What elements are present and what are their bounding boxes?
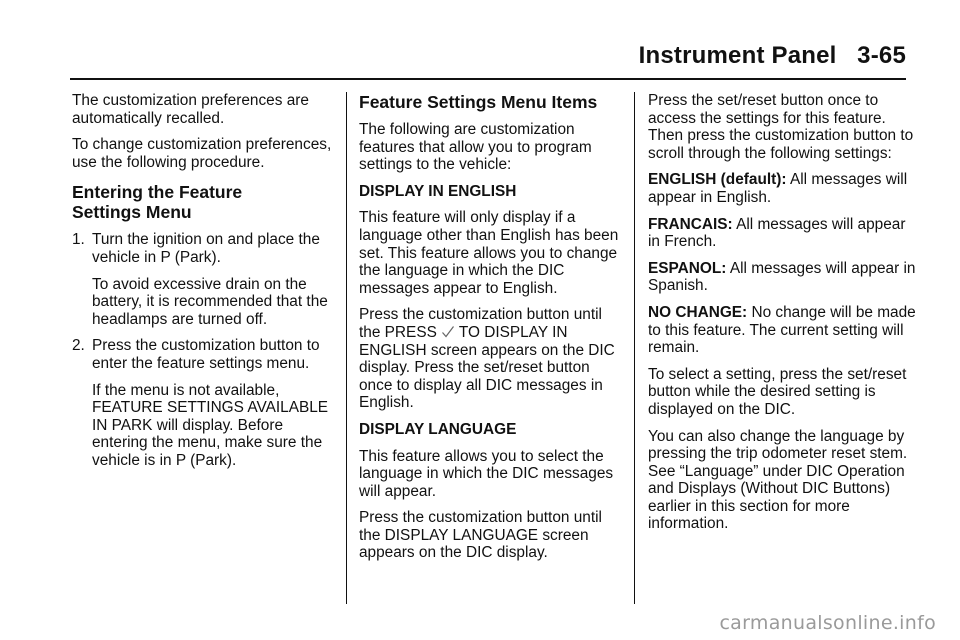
checkmark-icon <box>441 325 455 339</box>
list-note: To avoid excessive drain on the battery, it is recommended that the headlamps are turned off. <box>92 275 328 328</box>
list-item <box>72 337 337 372</box>
page-number: 3-65 <box>857 42 906 69</box>
column-divider <box>634 92 635 604</box>
section-heading: Feature Settings Menu Items <box>359 92 598 112</box>
list-number: 1. <box>72 231 85 249</box>
setting-text: All messages will appear in Spanish. <box>648 259 916 295</box>
setting-francais <box>648 216 916 251</box>
subheading: DISPLAY IN ENGLISH <box>359 182 517 200</box>
heading-line: Settings Menu <box>72 202 192 223</box>
setting-text: All messages will appear in French. <box>648 215 906 251</box>
paragraph: The following are customization features that allow you to program settings to the vehicle: <box>359 121 592 174</box>
setting-english <box>648 171 916 206</box>
setting-espanol <box>648 260 916 295</box>
paragraph: This feature allows you to select the language in which the DIC messages will appear. <box>359 447 614 500</box>
column-divider <box>346 92 347 604</box>
paragraph: Press the customization button until the DISPLAY LANGUAGE screen appears on the DIC display. <box>359 509 602 562</box>
watermark: carmanualsonline.info <box>719 612 936 634</box>
setting-term: FRANCAIS: <box>648 215 733 233</box>
setting-text: All messages will appear in English. <box>648 171 908 206</box>
subheading: DISPLAY LANGUAGE <box>359 420 517 438</box>
page-header <box>70 38 906 80</box>
paragraph: This feature will only display if a language other than English has been set. This feature allows you to change the language in which the DIC messages appear to English. <box>359 209 619 297</box>
paragraph-text: Press the customization button until the PRESS <box>359 306 602 341</box>
list-note: If the menu is not available, FEATURE SETTINGS AVAILABLE IN PARK will display. Before entering the menu, make sure the vehicle is in P (Park). <box>92 381 329 469</box>
section-title: Instrument Panel <box>638 42 837 69</box>
paragraph: To change customization preferences, use the following procedure. <box>72 136 332 171</box>
paragraph: You can also change the language by pressing the trip odometer reset stem. See “Language” under DIC Operation and Displays (Without DIC Buttons) earlier in this section for more information. <box>648 427 908 533</box>
setting-term: ESPANOL: <box>648 259 727 277</box>
list-text: Turn the ignition on and place the vehicle in P (Park). <box>92 231 320 266</box>
setting-term: ENGLISH (default): <box>648 171 787 189</box>
heading-line: Entering the Feature <box>72 182 243 203</box>
setting-term: NO CHANGE: <box>648 303 748 321</box>
column-left <box>72 92 337 479</box>
paragraph: To select a setting, press the set/reset button while the desired setting is displayed on the DIC. <box>648 365 907 418</box>
paragraph: Press the set/reset button once to access the settings for this feature. Then press the customization button to scroll through the following settings: <box>648 92 914 162</box>
paragraph-text: TO DISPLAY IN ENGLISH screen appears on the DIC display. Press the set/reset button once to display all DIC messages in English. <box>359 323 615 412</box>
section-heading <box>72 182 337 222</box>
paragraph <box>359 306 627 412</box>
column-middle <box>359 92 627 571</box>
list-item <box>72 231 337 266</box>
setting-text: No change will be made to this feature. The current setting will remain. <box>648 303 916 357</box>
paragraph: The customization preferences are automatically recalled. <box>72 92 309 127</box>
list-text: Press the customization button to enter the feature settings menu. <box>92 337 320 372</box>
setting-no-change <box>648 304 916 357</box>
column-right <box>648 92 916 542</box>
list-number: 2. <box>72 337 85 355</box>
page-title <box>639 42 906 70</box>
